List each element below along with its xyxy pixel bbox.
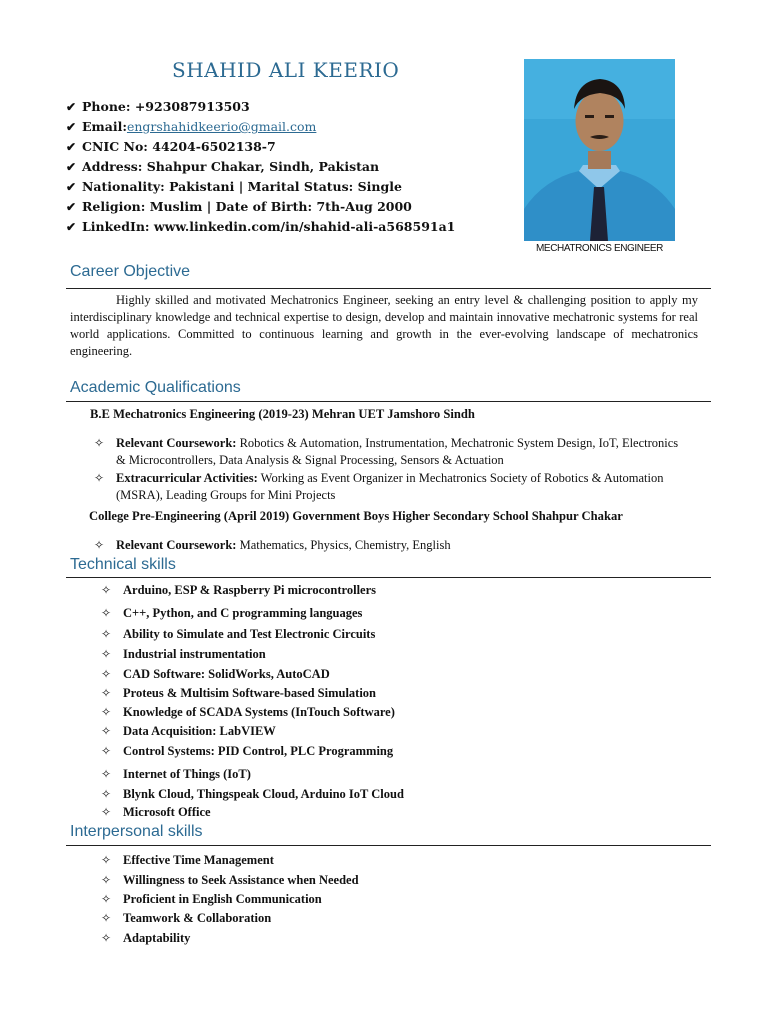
four-point-star-icon: ✧ bbox=[94, 471, 105, 485]
email-label: Email: bbox=[82, 119, 127, 134]
contact-list bbox=[66, 97, 506, 237]
check-icon: ✔ bbox=[66, 120, 77, 134]
career-objective-text: Highly skilled and motivated Mechatronics Engineer, seeking an entry level & challenging position to apply my interdisciplinary knowledge and technical expertise to design, develop and maintain innovative mechatronic systems for real world applications. Committed to continuous learning and growth in the ever-evolving landscape of mechatronics engineering. bbox=[70, 293, 698, 358]
check-icon: ✔ bbox=[66, 160, 77, 174]
section-divider bbox=[66, 401, 711, 402]
four-point-star-icon: ✧ bbox=[101, 686, 112, 700]
four-point-star-icon: ✧ bbox=[101, 667, 112, 681]
skill-item: ✧ Proficient in English Communication bbox=[101, 892, 322, 906]
skill-item: ✧ Control Systems: PID Control, PLC Programming bbox=[101, 744, 394, 758]
four-point-star-icon: ✧ bbox=[101, 787, 112, 801]
four-point-star-icon: ✧ bbox=[94, 538, 105, 552]
skill-item: ✧ CAD Software: SolidWorks, AutoCAD bbox=[101, 667, 330, 681]
contact-address: ✔ Address: Shahpur Chakar, Sindh, Pakistan bbox=[66, 157, 506, 177]
skill-item: ✧ Industrial instrumentation bbox=[101, 647, 266, 661]
four-point-star-icon: ✧ bbox=[101, 583, 112, 597]
skill-item: ✧ Ability to Simulate and Test Electronic Circuits bbox=[101, 627, 376, 641]
skill-item: ✧ Blynk Cloud, Thingspeak Cloud, Arduino IoT Cloud bbox=[101, 787, 404, 801]
four-point-star-icon: ✧ bbox=[101, 931, 112, 945]
skill-item: ✧ Data Acquisition: LabVIEW bbox=[101, 724, 276, 738]
contact-cnic: ✔ CNIC No: 44204-6502138-7 bbox=[66, 137, 506, 157]
skill-item: ✧ C++, Python, and C programming languages bbox=[101, 606, 363, 620]
skill-item: ✧ Internet of Things (IoT) bbox=[101, 767, 251, 781]
four-point-star-icon: ✧ bbox=[101, 724, 112, 738]
list-item: ✧ Extracurricular Activities: Working as Event Organizer in Mechatronics Society of Robotics & Automation (MSRA), Leading Groups for Mini Projects bbox=[94, 471, 664, 502]
skill-item: ✧ Knowledge of SCADA Systems (InTouch Software) bbox=[101, 705, 395, 719]
section-title-academic: Academic Qualifications bbox=[70, 379, 241, 396]
skill-item: ✧ Effective Time Management bbox=[101, 853, 274, 867]
four-point-star-icon: ✧ bbox=[101, 744, 112, 758]
contact-linkedin: ✔ LinkedIn: www.linkedin.com/in/shahid-ali-a568591a1 bbox=[66, 217, 506, 237]
section-title-technical: Technical skills bbox=[70, 556, 176, 573]
four-point-star-icon: ✧ bbox=[101, 767, 112, 781]
check-icon: ✔ bbox=[66, 100, 77, 114]
skill-item: ✧ Teamwork & Collaboration bbox=[101, 911, 272, 925]
section-divider bbox=[66, 845, 711, 846]
four-point-star-icon: ✧ bbox=[94, 436, 105, 450]
check-icon: ✔ bbox=[66, 140, 77, 154]
check-icon: ✔ bbox=[66, 200, 77, 214]
section-title-career: Career Objective bbox=[70, 263, 191, 280]
section-title-interpersonal: Interpersonal skills bbox=[70, 823, 203, 840]
degree-college: College Pre-Engineering (April 2019) Government Boys Higher Secondary School Shahpur Chakar bbox=[89, 509, 623, 523]
four-point-star-icon: ✧ bbox=[101, 606, 112, 620]
check-icon: ✔ bbox=[66, 220, 77, 234]
contact-nationality: ✔ Nationality: Pakistani | Marital Status: Single bbox=[66, 177, 506, 197]
four-point-star-icon: ✧ bbox=[101, 647, 112, 661]
skill-item: ✧ Microsoft Office bbox=[101, 805, 211, 819]
skill-item: ✧ Adaptability bbox=[101, 931, 191, 945]
skill-item: ✧ Arduino, ESP & Raspberry Pi microcontrollers bbox=[101, 583, 376, 597]
degree-be: B.E Mechatronics Engineering (2019-23) Mehran UET Jamshoro Sindh bbox=[90, 407, 475, 421]
photo-caption: MECHATRONICS ENGINEER bbox=[536, 243, 663, 254]
candidate-name: SHAHID ALI KEERIO bbox=[172, 58, 400, 82]
contact-religion: ✔ Religion: Muslim | Date of Birth: 7th-Aug 2000 bbox=[66, 197, 506, 217]
section-divider bbox=[66, 288, 711, 289]
four-point-star-icon: ✧ bbox=[101, 892, 112, 906]
four-point-star-icon: ✧ bbox=[101, 853, 112, 867]
section-divider bbox=[66, 577, 711, 578]
four-point-star-icon: ✧ bbox=[101, 627, 112, 641]
four-point-star-icon: ✧ bbox=[101, 873, 112, 887]
four-point-star-icon: ✧ bbox=[101, 805, 112, 819]
list-item: ✧ Relevant Coursework: Mathematics, Physics, Chemistry, English bbox=[94, 538, 451, 552]
skill-item: ✧ Willingness to Seek Assistance when Needed bbox=[101, 873, 359, 887]
email-link[interactable]: engrshahidkeerio@gmail.com bbox=[126, 119, 317, 134]
contact-email bbox=[66, 117, 506, 137]
contact-phone: ✔ Phone: +923087913503 bbox=[66, 97, 506, 117]
profile-photo bbox=[524, 59, 675, 241]
check-icon: ✔ bbox=[66, 180, 77, 194]
four-point-star-icon: ✧ bbox=[101, 705, 112, 719]
list-item: ✧ Relevant Coursework: Robotics & Automation, Instrumentation, Mechatronic System Design, IoT, Electronics & Microcontrollers, Data Analysis & Signal Processing, Sensors & Actuation bbox=[94, 436, 679, 467]
skill-item: ✧ Proteus & Multisim Software-based Simulation bbox=[101, 686, 377, 700]
four-point-star-icon: ✧ bbox=[101, 911, 112, 925]
